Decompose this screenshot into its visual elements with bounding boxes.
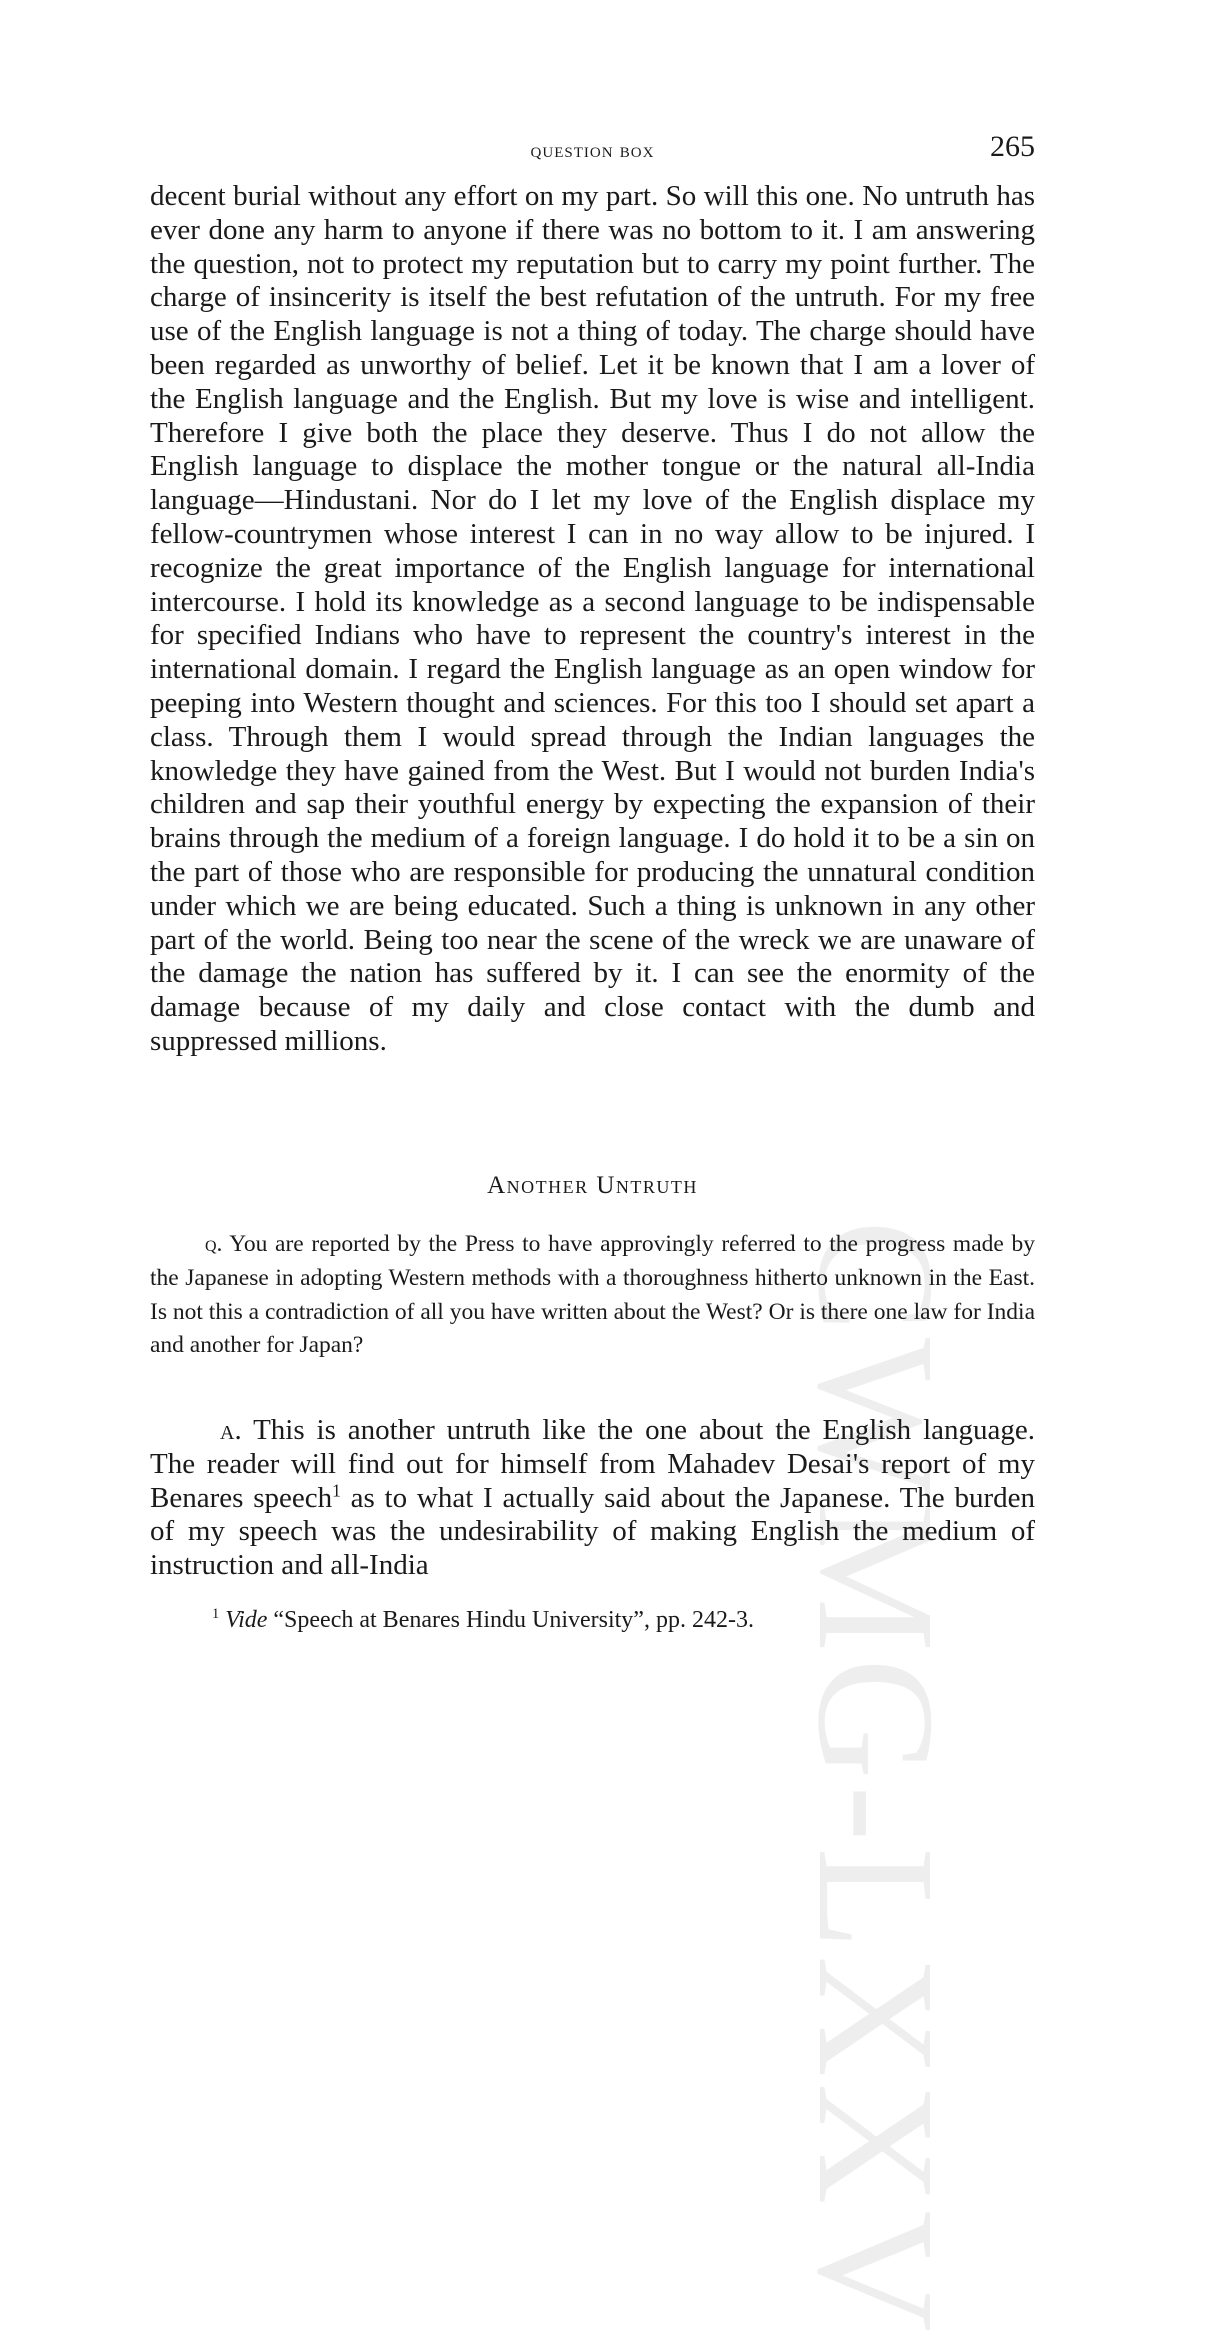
answer-label: a.: [220, 1414, 242, 1446]
footnote-vide: Vide: [225, 1607, 268, 1633]
question-label: q.: [205, 1231, 223, 1257]
footnote-reference[interactable]: 1: [332, 1479, 341, 1500]
watermark: CWMG-LXXV: [783, 1220, 969, 2338]
answer-paragraph: [150, 1414, 1035, 1583]
page-number: 265: [990, 130, 1035, 163]
answer-text-start: This is another untruth like the one about the English language. The reader will find out for himself from Mahadev Desai's report of my Benares speech: [150, 1414, 1035, 1514]
footnote-mark: 1: [212, 1606, 220, 1622]
footnote: [150, 1605, 1035, 1635]
answer-text-end: as to what I actually said about the Japanese. The burden of my speech was the undesirability of making English the medium of instruction and all-India: [150, 1481, 1035, 1582]
section-heading: Another Untruth: [487, 1172, 698, 1199]
running-head: [150, 130, 1035, 170]
question-paragraph: [150, 1228, 1035, 1363]
footnote-text: “Speech at Benares Hindu University”, pp. 242-3.: [267, 1607, 754, 1633]
running-title: question box: [530, 138, 655, 162]
continued-paragraph: decent burial without any effort on my part. So will this one. No untruth has ever done any harm to anyone if there was no bottom to it. I am answering the question, not to protect my reputation but to carry my point further. The charge of insincerity is itself the best refutation of the untruth. For my free use of the English language is not a thing of today. The charge should have been regarded as unworthy of belief. Let it be known that I am a lover of the English language and the English. But my love is wise and intelligent. Therefore I give both the place they deserve. Thus I do not allow the English language to displace the mother tongue or the natural all-India language—Hindustani. Nor do I let my love of the English displace my fellow-countrymen whose interest I can in no way allow to be injured. I recognize the great importance of the English language for international intercourse. I hold its knowledge as a second language to be indispensable for specified Indians who have to represent the country's interest in the international domain. I regard the English language as an open window for peeping into Western thought and sciences. For this too I should set apart a class. Through them I would spread through the Indian languages the knowledge they have gained from the West. But I would not burden India's children and sap their youthful energy by expecting the expansion of their brains through the medium of a foreign language. I do hold it to be a sin on the part of those who are responsible for producing the unnatural condition under which we are being educated. Such a thing is unknown in any other part of the world. Being too near the scene of the wreck we are unaware of the damage the nation has suffered by it. I can see the enormity of the damage because of my daily and close contact with the dumb and suppressed millions.: [150, 180, 1035, 1057]
question-text: You are reported by the Press to have approvingly referred to the progress made by the Japanese in adopting Western methods with a thoroughness hitherto unknown in the East. Is not this a contradiction of all you have written about the West? Or is there one law for India and another for Japan?: [150, 1231, 1035, 1359]
